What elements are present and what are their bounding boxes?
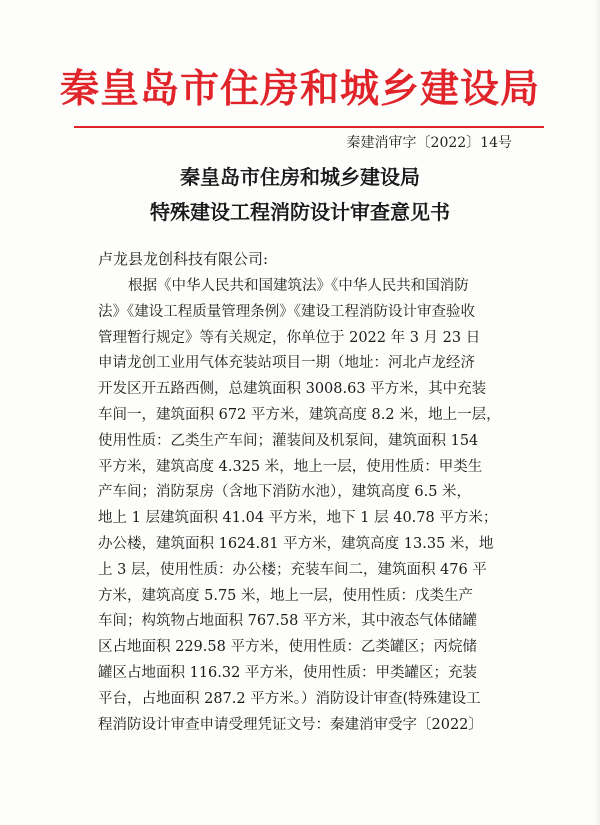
letterhead-title: 秦皇岛市住房和城乡建设局	[59, 67, 540, 112]
body-line: 管理暂行规定》等有关规定，你单位于 2022 年 3 月 23 日	[98, 329, 481, 346]
body-line: 平台，占地面积 287.2 平方米。）消防设计审查(特殊建设工	[98, 690, 481, 707]
body-line: 区占地面积 229.58 平方米，使用性质：乙类罐区；丙烷储	[98, 639, 477, 656]
body-line: 程消防设计审查申请受理凭证文号：秦建消审受字〔2022〕	[98, 716, 483, 733]
body-line: 开发区开五路西侧，总建筑面积 3008.63 平方米，其中充装	[98, 381, 487, 398]
body-line: 产车间；消防泵房（含地下消防水池），建筑高度 6.5 米，	[98, 484, 472, 501]
body-text	[98, 274, 530, 738]
letterhead-red-rule	[74, 126, 544, 128]
body-line: 罐区占地面积 116.32 平方米，使用性质：甲类罐区；充装	[98, 664, 477, 681]
body-line: 申请龙创工业用气体充装站项目一期（地址：河北卢龙经济	[98, 355, 475, 372]
body-line: 根据《中华人民共和国建筑法》《中华人民共和国消防	[128, 278, 469, 294]
document-title-line1: 秦皇岛市住房和城乡建设局	[180, 165, 420, 189]
body-line: 法》《建设工程质量管理条例》《建设工程消防设计审查验收	[98, 303, 475, 320]
body-line: 办公楼，建筑面积 1624.81 平方米，建筑高度 13.35 米，地	[98, 535, 494, 552]
body-line: 车间；构筑物占地面积 767.58 平方米，其中液态气体储罐	[98, 613, 477, 630]
recipient: 卢龙县龙创科技有限公司:	[98, 250, 269, 268]
body-line: 方米，建筑高度 5.75 米，地上一层，使用性质：戊类生产	[98, 587, 474, 604]
body-line: 使用性质：乙类生产车间；灌装间及机泵间，建筑面积 154	[98, 432, 479, 449]
document-number: 秦建消审字〔2022〕14号	[346, 135, 512, 151]
document-title-line2: 特殊建设工程消防设计审查意见书	[150, 200, 450, 224]
body-line: 上 3 层，使用性质：办公楼；充装车间二，建筑面积 476 平	[98, 561, 487, 578]
body-line: 地上 1 层建筑面积 41.04 平方米，地下 1 层 40.78 平方米；	[98, 510, 498, 527]
scan-edge-shadow	[594, 0, 600, 825]
body-line: 车间一，建筑面积 672 平方米，建筑高度 8.2 米，地上一层，	[98, 406, 501, 423]
body-line: 平方米，建筑高度 4.325 米，地上一层，使用性质：甲类生	[98, 458, 483, 475]
